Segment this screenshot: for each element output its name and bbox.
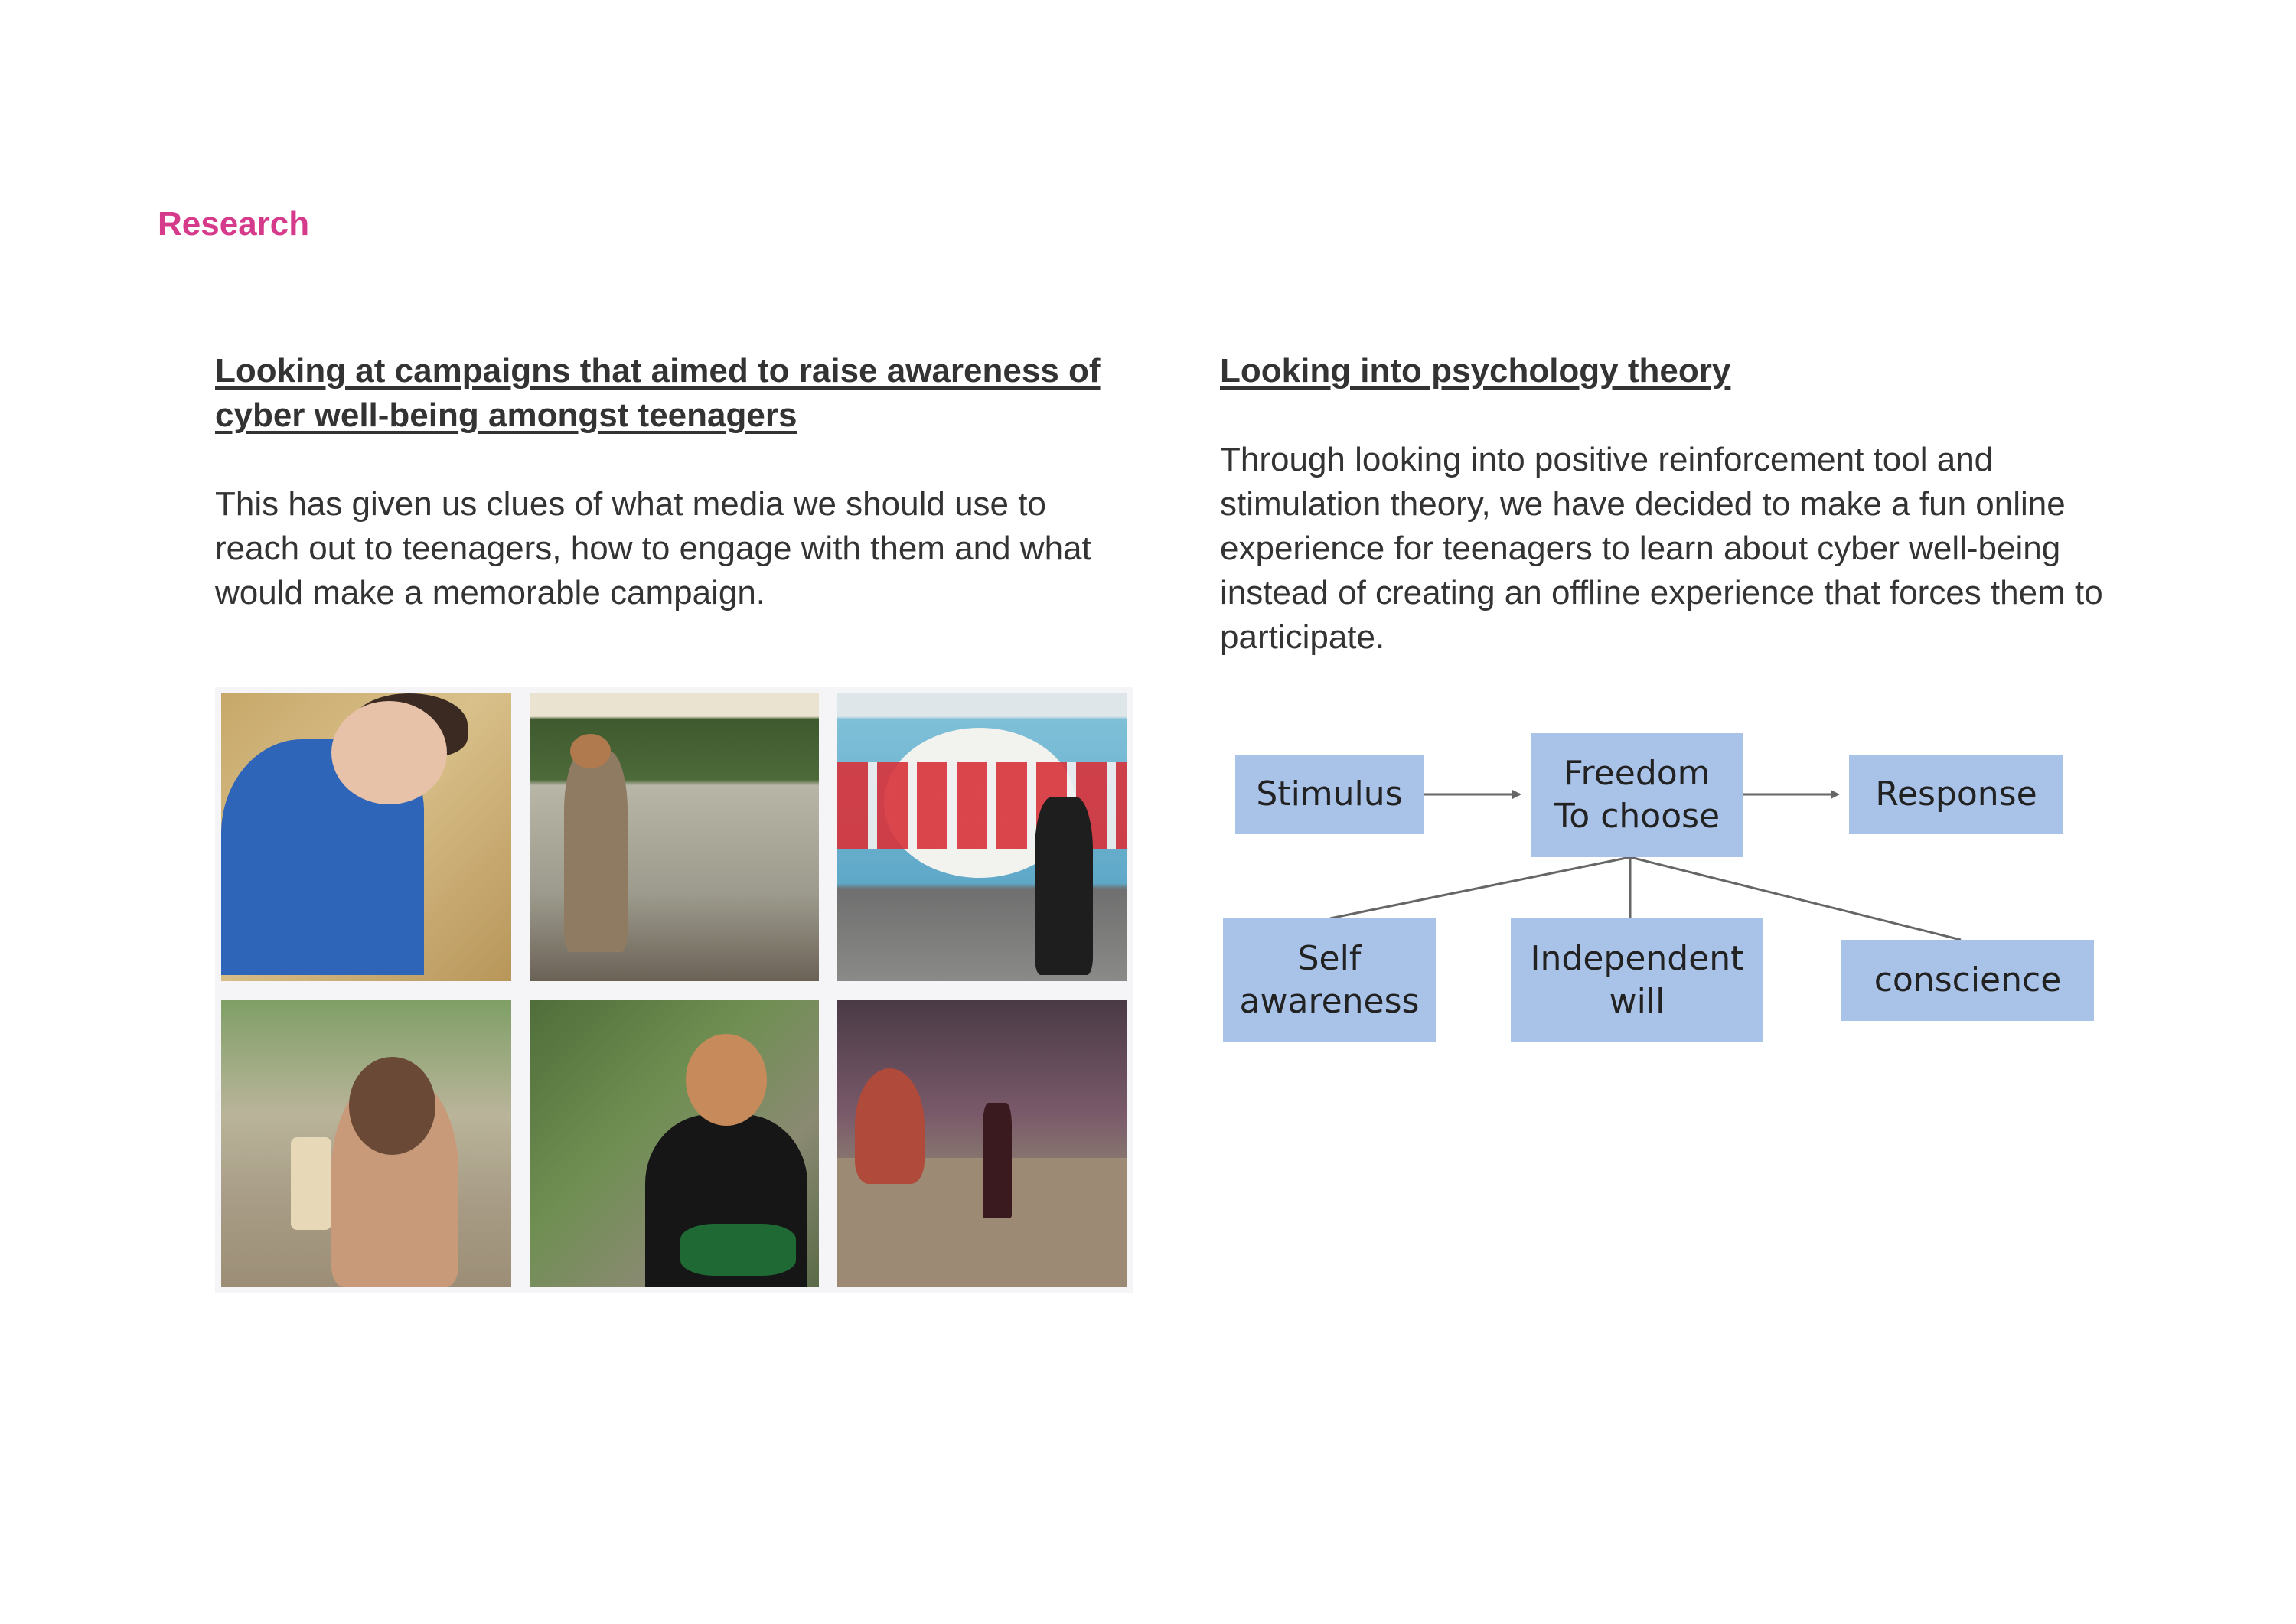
psychology-column [1220,349,2169,660]
psychology-body: Through looking into positive reinforcement tool and stimulation theory, we have decided to make a fun online experience for teenagers to learn about cyber well-being instead of creating an offline experience that forces them to participate. [1220,441,2103,656]
node-stimulus: Stimulus [1235,755,1424,834]
photo-graffiti-wall [837,693,1127,981]
campaign-photo-grid [215,687,1133,1293]
photo-blowing-kiss [221,1000,511,1287]
campaigns-heading: Looking at campaigns that aimed to raise awareness of cyber well-being amongst teenagers [215,352,1101,434]
node-freedom-to-choose: Freedom To choose [1531,733,1743,857]
campaigns-body: This has given us clues of what media we should use to reach out to teenagers, how to engage with them and what would make a memorable campaign. [215,485,1091,611]
photo-selfie-hay [221,693,511,981]
node-conscience: conscience [1841,940,2094,1021]
photo-dinner-table [837,1000,1127,1287]
psychology-heading: Looking into psychology theory [1220,352,1731,390]
photo-lake [530,693,820,981]
node-independent-will: Independent will [1511,918,1763,1042]
node-self-awareness: Self awareness [1223,918,1436,1042]
node-response: Response [1849,755,2063,834]
section-label: Research [158,205,310,243]
campaigns-column [215,349,1164,615]
photo-plants-bottle [530,1000,820,1287]
connector-self-awareness [1330,857,1630,918]
psychology-diagram [1217,727,2120,1048]
